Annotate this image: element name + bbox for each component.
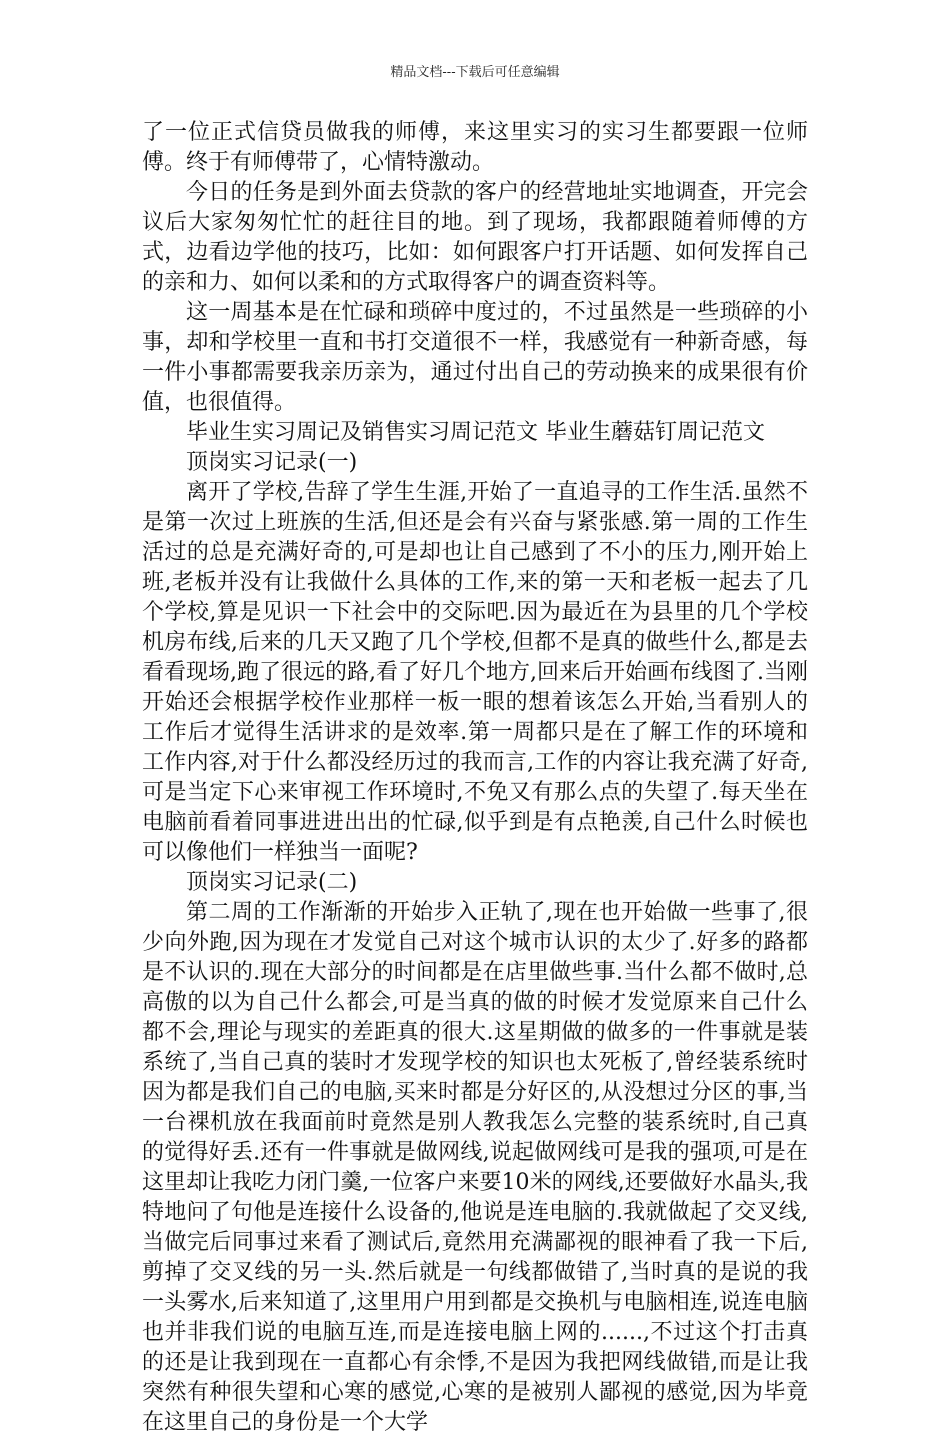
page-header: 精品文档---下载后可任意编辑: [390, 65, 560, 80]
paragraph-4: 离开了学校,告辞了学生生涯,开始了一直追寻的工作生活.虽然不是第一次过上班族的生活,但还是会有兴奋与紧张感.第一周的工作生活过的总是充满好奇的,可是却也让自己感到了不小的压力,刚开始上班,老板并没有让我做什么具体的工作,来的第一天和老板一起去了几个学校,算是见识一下社会中的交际吧.因为最近在为县里的几个学校机房布线,后来的几天又跑了几个学校,但都不是真的做些什么,都是去看看现场,跑了很远的路,看了好几个地方,回来后开始画布线图了.当刚开始还会根据学校作业那样一板一眼的想着该怎么开始,当看别人的工作后才觉得生活讲求的是效率.第一周都只是在了解工作的环境和工作内容,对于什么都没经历过的我而言,工作的内容让我充满了好奇,可是当定下心来审视工作环境时,不免又有那么点的失望了.每天坐在电脑前看着同事进进出出的忙碌,似乎到是有点艳羡,自己什么时候也可以像他们一样独当一面呢?: [142, 480, 808, 865]
paragraph-5: 第二周的工作渐渐的开始步入正轨了,现在也开始做一些事了,很少向外跑,因为现在才发觉自己对这个城市认识的太少了.好多的路都是不认识的.现在大部分的时间都是在店里做些事.当什么都不做时,总高傲的以为自己什么都会,可是当真的做的时候才发觉原来自己什么都不会,理论与现实的差距真的很大.这星期做的做多的一件事就是装系统了,当自己真的装时才发现学校的知识也太死板了,曾经装系统时因为都是我们自己的电脑,买来时都是分好区的,从没想过分区的事,当一台裸机放在我面前时竟然是别人教我怎么完整的装系统时,自己真的觉得好丢.还有一件事就是做网线,说起做网线可是我的强项,可是在这里却让我吃力闭门羹,一位客户来要10米的网线,还要做好水晶头,我特地问了句他是连接什么设备的,他说是连电脑的.我就做起了交叉线,当做完后同事过来看了测试后,竟然用充满鄙视的眼神看了我一下后,剪掉了交叉线的另一头.然后就是一句线都做错了,当时真的是说的我一头雾水,后来知道了,这里用户用到都是交换机与电脑相连,说连电脑也并非我们说的电脑互连,而是连接电脑上网的......,不过这个打击真的还是让我到现在一直都心有余悸,不是因为我把网线做错,而是让我突然有种很失望和心寒的感觉,心寒的是被别人鄙视的感觉,因为毕竟在这里自己的身份是一个大学: [142, 900, 808, 1435]
paragraph-1: 了一位正式信贷员做我的师傅，来这里实习的实习生都要跟一位师傅。终于有师傅带了，心情特激动。: [142, 120, 808, 175]
paragraph-3: 这一周基本是在忙碌和琐碎中度过的，不过虽然是一些琐碎的小事，却和学校里一直和书打交道很不一样，我感觉有一种新奇感，每一件小事都需要我亲历亲为，通过付出自己的劳动换来的成果很有价值，也很值得。: [142, 300, 808, 415]
section-heading-1: 顶岗实习记录(一): [186, 450, 358, 475]
paragraph-2: 今日的任务是到外面去贷款的客户的经营地址实地调查，开完会议后大家匆匆忙忙的赶往目的地。到了现场，我都跟随着师傅的方式，边看边学他的技巧，比如：如何跟客户打开话题、如何发挥自己的亲和力、如何以柔和的方式取得客户的调查资料等。: [142, 180, 808, 295]
section-heading-2: 顶岗实习记录(二): [186, 870, 358, 895]
document-title: 毕业生实习周记及销售实习周记范文 毕业生蘑菇钉周记范文: [186, 420, 765, 445]
document-body: [142, 118, 808, 1438]
